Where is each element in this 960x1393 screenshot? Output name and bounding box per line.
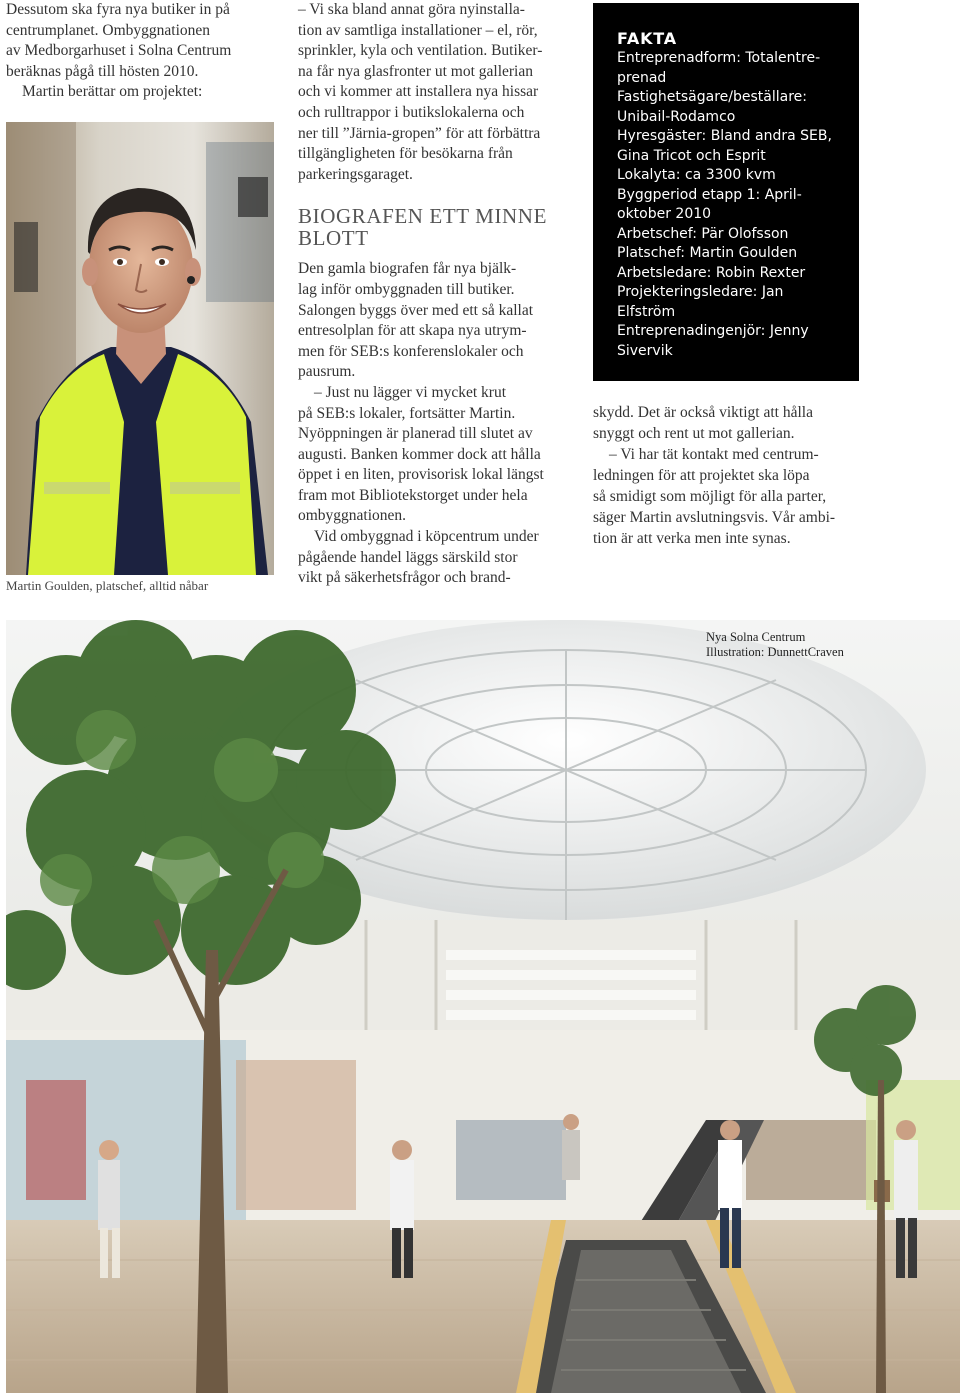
fact-line: Arbetschef: Pär Olofsson — [617, 225, 789, 242]
fact-line: Entreprenadingenjör: Jenny Sivervik — [617, 323, 809, 359]
mall-illustration — [6, 620, 960, 1393]
fact-line: Byggperiod etapp 1: April- oktober 2010 — [617, 186, 802, 222]
article-column-right — [593, 402, 863, 549]
portrait-photo — [6, 122, 274, 575]
portrait-caption: Martin Goulden, platschef, alltid nåbar — [6, 578, 209, 593]
fact-box — [593, 3, 859, 381]
fact-line: Platschef: Martin Goulden — [617, 245, 798, 261]
fact-box-title: FAKTA — [617, 29, 677, 48]
intro-paragraph: Dessutom ska fyra nya butiker in på centrumplanet. Ombyggnationen av Medborgarhuset i Solna Centrum beräknas pågå till hösten 2010. — [6, 1, 232, 80]
fact-line: Unibail-Rodamco — [617, 108, 736, 125]
fact-line: Arbetsledare: Robin Rexter — [617, 264, 806, 281]
intro-column — [6, 0, 276, 103]
fact-line: Fastighetsägare/beställare: — [617, 89, 807, 105]
illustration-caption: Nya Solna Centrum Illustration: DunnettCraven — [706, 630, 844, 659]
fact-line: Lokalyta: ca 3300 kvm — [617, 167, 776, 183]
lead-paragraph: Martin berättar om projektet: — [22, 83, 203, 100]
article-paragraph: – Just nu lägger vi mycket krut på SEB:s lokaler, fortsätter Martin. Nyöppningen är planerad till slutet av augusti. Banken kommer dock att hålla öppet i en liten, provisorisk lokal längst fram mot Bibliotekstorget under hela ombyggnationen. — [298, 383, 544, 525]
article-paragraph: Den gamla biografen får nya bjälk- lag inför ombyggnaden till butiker. Salongen byggs över med ett så kallat entresolplan för att skapa nya utrym- men för SEB:s konferenslokaler och pausrum. — [298, 260, 534, 381]
article-paragraph: Vid ombyggnad i köpcentrum under pågående handel läggs särskild stor vikt på säkerhetsfrågor och brand- — [298, 528, 539, 587]
section-heading: BIOGRAFEN ETT MINNE BLOTT — [298, 204, 548, 251]
fact-line: Hyresgäster: Bland andra SEB, Gina Tricot och Esprit — [617, 128, 832, 164]
article-paragraph: – Vi har tät kontakt med centrum- ledningen för att projektet ska löpa så smidigt som möjligt för alla parter, säger Martin avslutningsvis. Vår ambi- tion är att verka men inte synas. — [593, 446, 836, 547]
article-paragraph: skydd. Det är också viktigt att hålla snyggt och rent ut mot gallerian. — [593, 404, 813, 442]
article-column-middle — [298, 0, 570, 589]
fact-line: Entreprenadform: Totalentre- prenad — [617, 50, 821, 86]
fact-line: Projekteringsledare: Jan Elfström — [617, 284, 784, 320]
article-paragraph: – Vi ska bland annat göra nyinstalla- tion av samtliga installationer – el, rör, sprinkler, kyla och ventilation. Butiker- na får nya glasfronter ut mot gallerian och vi kommer att installera nya hissar och rulltrappor i butikslokalerna och ner till ”Järnia-gropen” för att förbättra tillgängligheten för besökarna från parkeringsgaraget. — [298, 1, 543, 183]
